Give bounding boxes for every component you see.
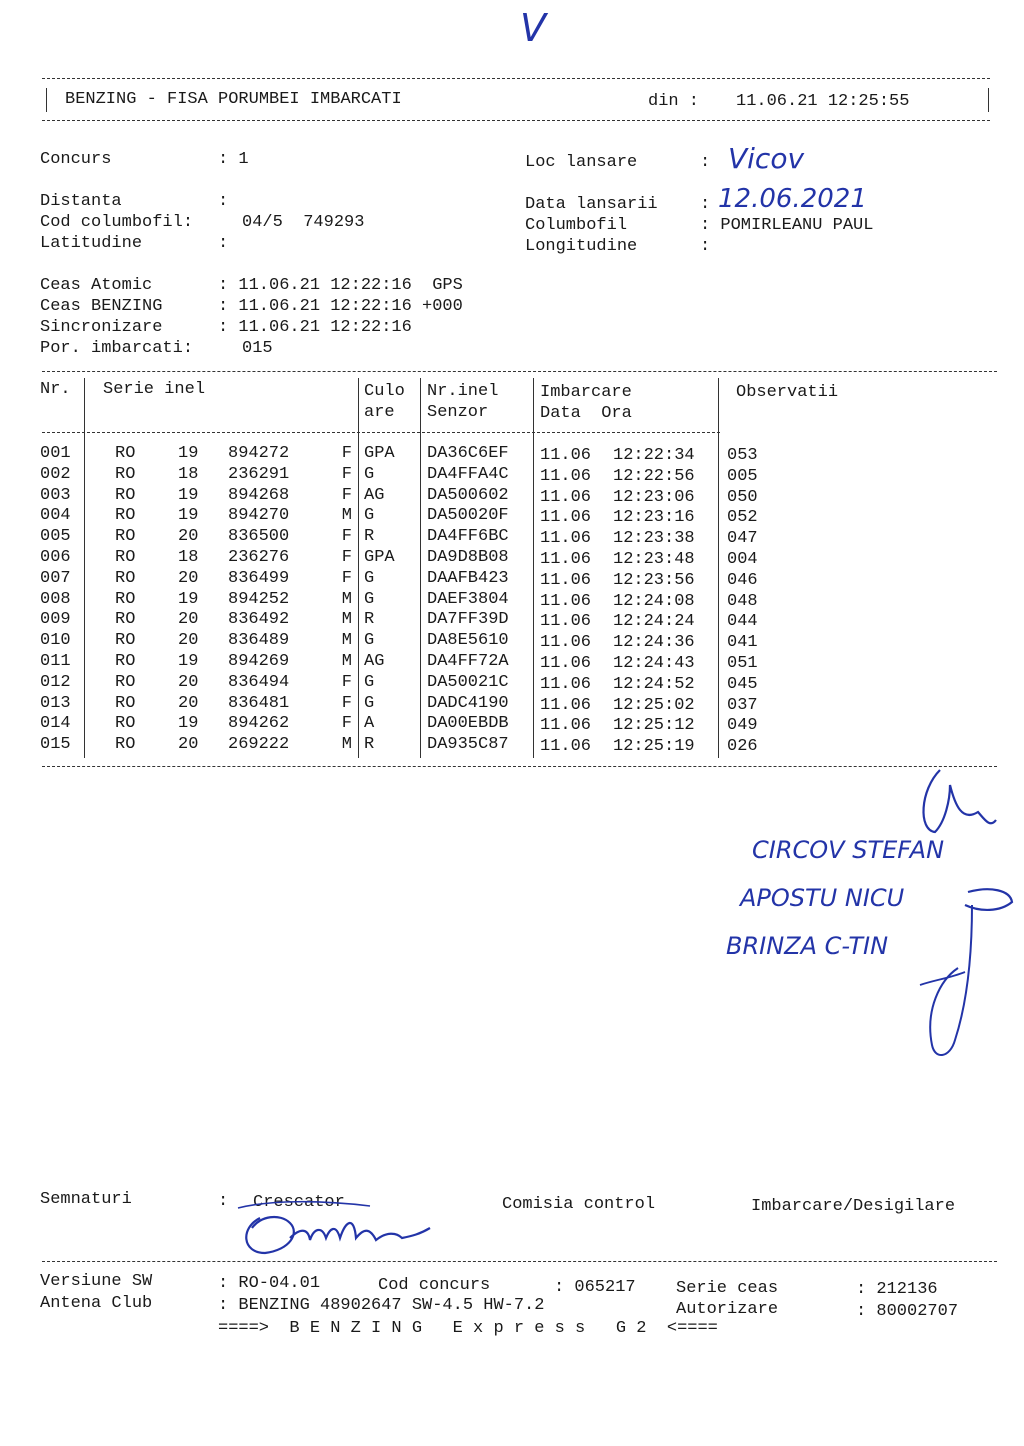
row-sensor: DAEF3804: [427, 589, 509, 609]
row-sex: F: [341, 548, 352, 567]
row-nr: 012: [40, 672, 71, 692]
row-ring-number: 836492: [228, 610, 290, 630]
row-year: 19: [178, 506, 199, 526]
row-country: RO: [115, 652, 136, 671]
autorizare-value: : 80002707: [856, 1302, 959, 1321]
row-color: R: [364, 610, 375, 630]
row-color: G: [364, 506, 375, 526]
row-time: 12:24:52: [613, 674, 695, 694]
row-ring-number: 836489: [228, 631, 290, 651]
row-year: 20: [178, 631, 199, 651]
row-country: RO: [115, 589, 136, 609]
concurs-value: : 1: [218, 150, 249, 169]
row-date: 11.06: [540, 716, 592, 736]
row-date: 11.06: [540, 591, 592, 611]
row-sensor: DA50020F: [427, 506, 509, 526]
row-observatii: 026: [727, 737, 758, 757]
por-imbarcati-label: Por. imbarcati:: [40, 339, 194, 358]
row-nr: 014: [40, 714, 71, 734]
row-ring-number: 894252: [228, 589, 290, 609]
row-color: R: [364, 527, 375, 547]
row-sex: F: [341, 464, 352, 484]
row-year: 20: [178, 527, 199, 547]
row-year: 20: [178, 568, 199, 588]
row-country: RO: [115, 693, 136, 713]
row-sensor: DA4FFA4C: [427, 464, 509, 484]
row-observatii: 048: [727, 591, 758, 611]
row-time: 12:23:38: [613, 529, 695, 549]
row-ring-number: 836494: [228, 672, 290, 692]
row-country: RO: [115, 444, 136, 463]
row-color: GPA: [364, 444, 395, 463]
row-date: 11.06: [540, 633, 592, 653]
loc-lansare-handwritten: Vicov: [728, 142, 805, 175]
por-imbarcati-value: 015: [242, 339, 273, 358]
row-sex: M: [341, 735, 352, 755]
distanta-label: Distanta: [40, 192, 122, 211]
crescator-signature: [230, 1198, 440, 1268]
longitudine-label: Longitudine: [525, 237, 638, 256]
semnaturi-sep: :: [218, 1192, 229, 1211]
col-header-nr: Nr.: [40, 380, 71, 399]
semnaturi-label: Semnaturi: [40, 1190, 132, 1209]
row-country: RO: [115, 506, 136, 526]
row-country: RO: [115, 527, 136, 547]
handwritten-check-mark: V: [520, 6, 546, 50]
col-header-observatii: Observatii: [736, 383, 839, 402]
row-sex: M: [341, 506, 352, 526]
row-observatii: 044: [727, 612, 758, 632]
row-time: 12:24:24: [613, 612, 695, 632]
antena-club-label: Antena Club: [40, 1294, 153, 1313]
latitudine-value: :: [218, 234, 229, 253]
row-time: 12:25:02: [613, 695, 695, 715]
document-title: BENZING - FISA PORUMBEI IMBARCATI: [65, 90, 402, 109]
din-label: din :: [648, 92, 700, 111]
row-time: 12:24:08: [613, 591, 695, 611]
sincronizare-label: Sincronizare: [40, 318, 163, 337]
row-sex: F: [341, 444, 352, 463]
row-color: AG: [364, 485, 385, 505]
row-sex: F: [341, 568, 352, 588]
row-date: 11.06: [540, 446, 592, 465]
data-lansarii-sep: :: [700, 195, 711, 214]
row-sensor: DA7FF39D: [427, 610, 509, 630]
row-sensor: DA50021C: [427, 672, 509, 692]
row-sensor: DADC4190: [427, 693, 509, 713]
row-color: G: [364, 672, 375, 692]
antena-club-value: : BENZING 48902647 SW-4.5 HW-7.2: [218, 1296, 545, 1315]
data-lansarii-label: Data lansarii: [525, 195, 658, 214]
row-country: RO: [115, 631, 136, 651]
longitudine-value: :: [700, 237, 711, 256]
row-year: 19: [178, 589, 199, 609]
row-nr: 015: [40, 735, 71, 755]
row-year: 20: [178, 735, 199, 755]
versiune-sw-label: Versiune SW: [40, 1272, 153, 1291]
row-date: 11.06: [540, 508, 592, 528]
col-header-data-ora: Data Ora: [540, 404, 632, 423]
row-year: 19: [178, 714, 199, 734]
row-ring-number: 836500: [228, 527, 290, 547]
row-date: 11.06: [540, 550, 592, 569]
imbarcare-desigilare-label: Imbarcare/Desigilare: [751, 1197, 956, 1216]
benzing-express-banner: ====> B E N Z I N G E x p r e s s G 2 <====: [218, 1319, 718, 1338]
cod-columbofil-label: Cod columbofil:: [40, 213, 194, 232]
row-sex: F: [341, 672, 352, 692]
ceas-atomic-label: Ceas Atomic: [40, 276, 153, 295]
col-header-imbarcare: Imbarcare: [540, 383, 632, 402]
row-color: G: [364, 693, 375, 713]
row-sex: F: [341, 714, 352, 734]
loc-lansare-label: Loc lansare: [525, 153, 638, 172]
row-sex: F: [341, 527, 352, 547]
cod-columbofil-value: 04/5 749293: [242, 213, 365, 232]
row-color: A: [364, 714, 375, 734]
row-sensor: DAAFB423: [427, 568, 509, 588]
row-time: 12:24:43: [613, 654, 695, 673]
row-sex: M: [341, 631, 352, 651]
serie-ceas-label: Serie ceas: [676, 1279, 779, 1298]
row-country: RO: [115, 548, 136, 567]
cod-concurs-value: : 065217: [554, 1278, 636, 1297]
row-observatii: 052: [727, 508, 758, 528]
row-date: 11.06: [540, 529, 592, 549]
row-date: 11.06: [540, 737, 592, 757]
row-sensor: DA8E5610: [427, 631, 509, 651]
ceas-benzing-label: Ceas BENZING: [40, 297, 163, 316]
row-year: 18: [178, 464, 199, 484]
row-ring-number: 894262: [228, 714, 290, 734]
row-observatii: 004: [727, 550, 758, 569]
row-sensor: DA500602: [427, 485, 509, 505]
col-header-serie: Serie inel: [103, 380, 206, 399]
row-sex: M: [341, 589, 352, 609]
row-nr: 006: [40, 548, 71, 567]
row-country: RO: [115, 568, 136, 588]
commission-name-2: APOSTU NICU: [740, 884, 905, 912]
data-lansarii-handwritten: 12.06.2021: [718, 184, 867, 214]
columbofil-value: : POMIRLEANU PAUL: [700, 216, 874, 235]
row-ring-number: 836481: [228, 693, 290, 713]
row-time: 12:25:19: [613, 737, 695, 757]
row-nr: 013: [40, 693, 71, 713]
row-color: AG: [364, 652, 385, 671]
row-sensor: DA4FF72A: [427, 652, 509, 671]
row-observatii: 053: [727, 446, 758, 465]
ceas-benzing-value: : 11.06.21 12:22:16 +000: [218, 297, 463, 316]
row-observatii: 037: [727, 695, 758, 715]
row-ring-number: 894272: [228, 444, 290, 463]
row-ring-number: 894269: [228, 652, 290, 671]
ceas-atomic-value: : 11.06.21 12:22:16 GPS: [218, 276, 463, 295]
row-color: G: [364, 631, 375, 651]
distanta-value: :: [218, 192, 229, 211]
row-time: 12:22:34: [613, 446, 695, 465]
row-nr: 008: [40, 589, 71, 609]
row-country: RO: [115, 735, 136, 755]
row-nr: 001: [40, 444, 71, 463]
row-time: 12:23:48: [613, 550, 695, 569]
commission-name-1: CIRCOV STEFAN: [752, 836, 945, 864]
row-time: 12:23:16: [613, 508, 695, 528]
row-sensor: DA935C87: [427, 735, 509, 755]
row-nr: 010: [40, 631, 71, 651]
col-header-culo: Culo: [364, 382, 405, 401]
commission-name-3: BRINZA C-TIN: [726, 932, 889, 960]
row-time: 12:23:06: [613, 487, 695, 507]
row-color: GPA: [364, 548, 395, 567]
row-observatii: 045: [727, 674, 758, 694]
row-year: 19: [178, 652, 199, 671]
col-header-senzor: Senzor: [427, 403, 489, 422]
row-date: 11.06: [540, 674, 592, 694]
row-country: RO: [115, 485, 136, 505]
row-observatii: 049: [727, 716, 758, 736]
row-year: 20: [178, 610, 199, 630]
row-ring-number: 269222: [228, 735, 290, 755]
cod-concurs-label: Cod concurs: [378, 1276, 491, 1295]
row-ring-number: 236276: [228, 548, 290, 567]
row-date: 11.06: [540, 570, 592, 590]
print-datetime: 11.06.21 12:25:55: [736, 92, 910, 111]
row-color: G: [364, 568, 375, 588]
row-nr: 004: [40, 506, 71, 526]
row-sex: M: [341, 610, 352, 630]
row-year: 18: [178, 548, 199, 567]
row-time: 12:24:36: [613, 633, 695, 653]
row-ring-number: 894270: [228, 506, 290, 526]
row-color: G: [364, 464, 375, 484]
crescator-label: Crescator: [253, 1193, 345, 1212]
row-date: 11.06: [540, 654, 592, 673]
row-year: 19: [178, 485, 199, 505]
comisia-control-label: Comisia control: [502, 1195, 656, 1214]
row-date: 11.06: [540, 695, 592, 715]
row-year: 20: [178, 672, 199, 692]
sincronizare-value: : 11.06.21 12:22:16: [218, 318, 412, 337]
row-color: G: [364, 589, 375, 609]
row-observatii: 050: [727, 487, 758, 507]
row-time: 12:25:12: [613, 716, 695, 736]
row-sensor: DA4FF6BC: [427, 527, 509, 547]
row-sex: F: [341, 485, 352, 505]
col-header-nr-inel: Nr.inel: [427, 382, 499, 401]
row-country: RO: [115, 714, 136, 734]
concurs-label: Concurs: [40, 150, 112, 169]
row-year: 20: [178, 693, 199, 713]
row-nr: 003: [40, 485, 71, 505]
row-ring-number: 894268: [228, 485, 290, 505]
row-observatii: 005: [727, 466, 758, 486]
row-date: 11.06: [540, 466, 592, 486]
col-header-are: are: [364, 403, 395, 422]
row-nr: 009: [40, 610, 71, 630]
row-ring-number: 236291: [228, 464, 290, 484]
row-year: 19: [178, 444, 199, 463]
row-sensor: DA9D8B08: [427, 548, 509, 567]
serie-ceas-value: : 212136: [856, 1280, 938, 1299]
versiune-sw-value: : RO-04.01: [218, 1274, 321, 1293]
row-sex: F: [341, 693, 352, 713]
row-color: R: [364, 735, 375, 755]
signatures-rule: [42, 1261, 997, 1262]
row-date: 11.06: [540, 487, 592, 507]
row-nr: 007: [40, 568, 71, 588]
columbofil-label: Columbofil: [525, 216, 628, 235]
row-time: 12:23:56: [613, 570, 695, 590]
row-country: RO: [115, 464, 136, 484]
loc-lansare-sep: :: [700, 153, 711, 172]
row-nr: 005: [40, 527, 71, 547]
row-time: 12:22:56: [613, 466, 695, 486]
row-sex: M: [341, 652, 352, 671]
row-nr: 002: [40, 464, 71, 484]
row-nr: 011: [40, 652, 71, 671]
row-date: 11.06: [540, 612, 592, 632]
row-observatii: 046: [727, 570, 758, 590]
latitudine-label: Latitudine: [40, 234, 143, 253]
autorizare-label: Autorizare: [676, 1300, 779, 1319]
row-sensor: DA36C6EF: [427, 444, 509, 463]
row-sensor: DA00EBDB: [427, 714, 509, 734]
row-country: RO: [115, 610, 136, 630]
row-country: RO: [115, 672, 136, 692]
row-observatii: 047: [727, 529, 758, 549]
row-ring-number: 836499: [228, 568, 290, 588]
row-observatii: 041: [727, 633, 758, 653]
row-observatii: 051: [727, 654, 758, 673]
